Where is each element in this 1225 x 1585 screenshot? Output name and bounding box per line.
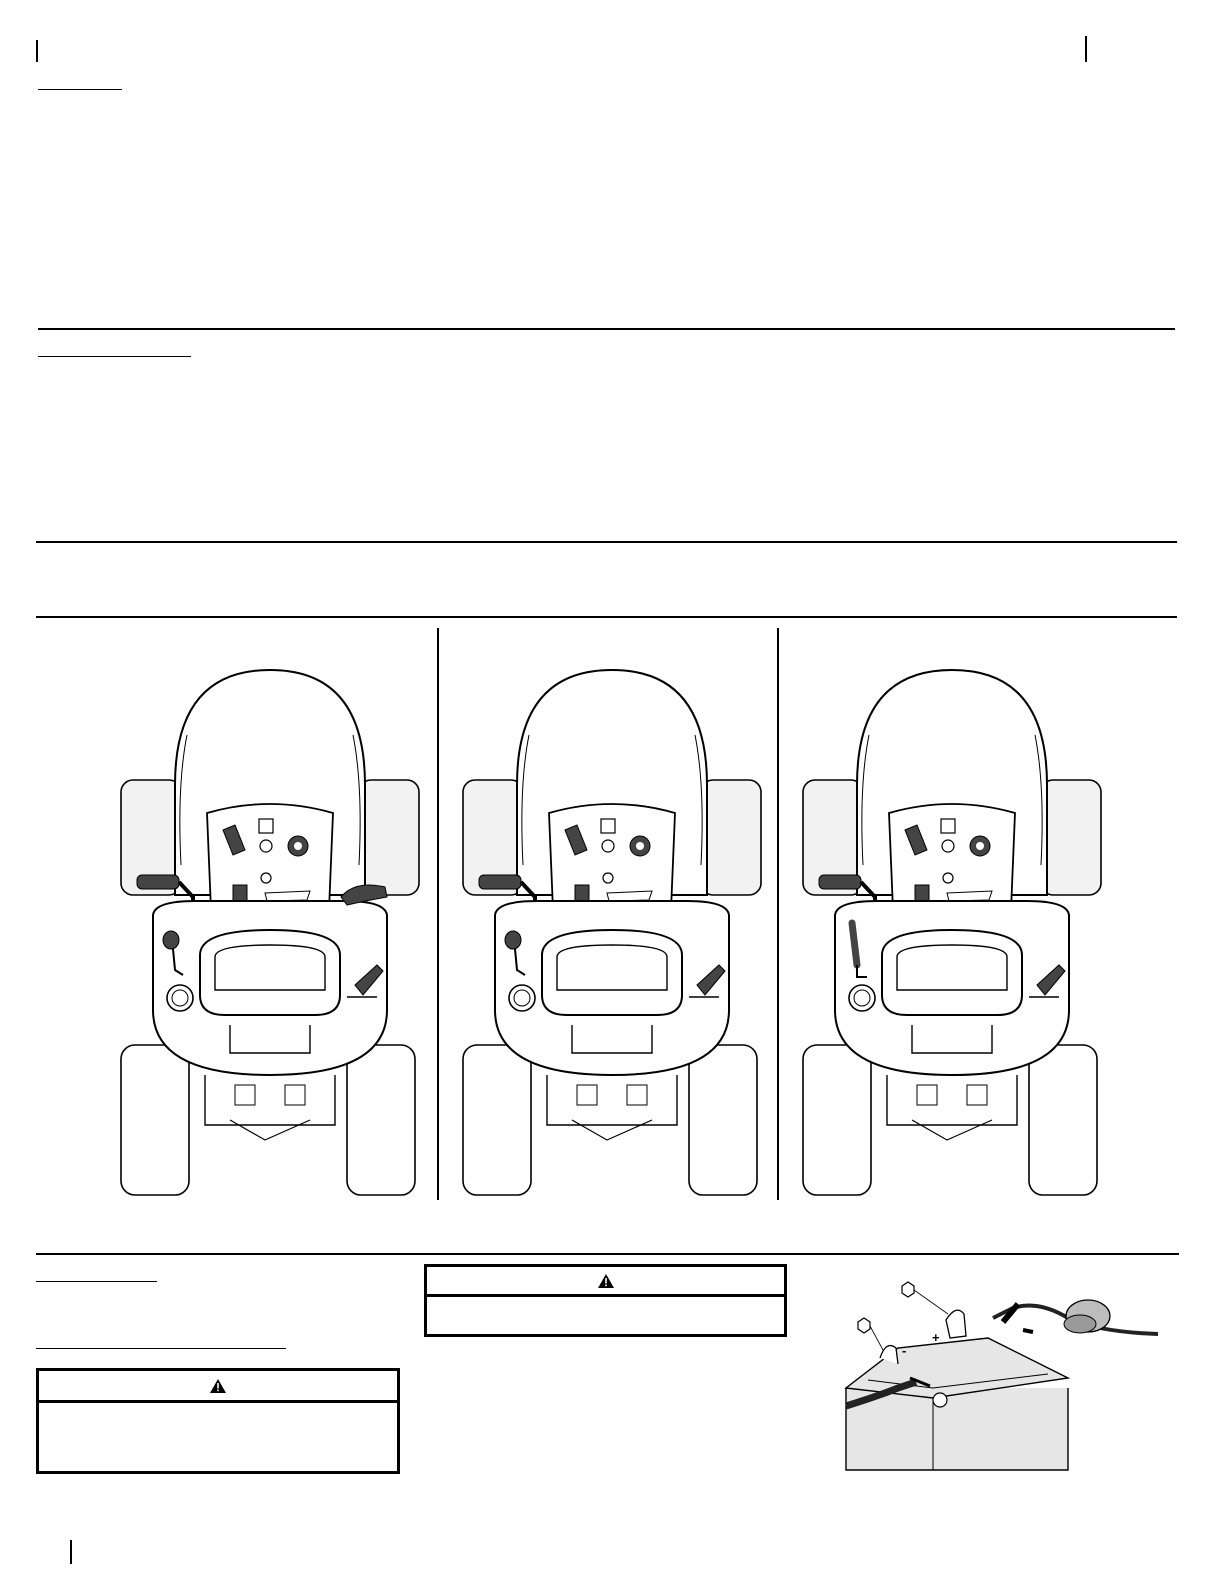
section-divider — [36, 616, 1177, 618]
positive-terminal-label: + — [932, 1330, 940, 1345]
tractor-illustration — [115, 665, 425, 1200]
tractor-illustration — [797, 665, 1107, 1200]
battery-illustration — [838, 1278, 1160, 1473]
warning-box — [424, 1264, 787, 1337]
tractor-illustration — [457, 665, 767, 1200]
section-divider — [36, 1253, 1179, 1255]
crop-mark-top-left — [36, 40, 38, 62]
figure-divider — [437, 628, 439, 1200]
warning-triangle-icon — [598, 1274, 614, 1288]
negative-terminal-label: - — [902, 1343, 907, 1358]
section-heading-underline — [38, 89, 122, 90]
warning-triangle-icon — [210, 1379, 226, 1393]
crop-mark-top-right — [1085, 36, 1087, 62]
figure-divider — [777, 628, 779, 1200]
section-heading-underline — [36, 1281, 157, 1282]
warning-header — [39, 1371, 397, 1403]
section-heading-underline — [38, 356, 191, 357]
warning-box — [36, 1368, 400, 1474]
crop-mark-bottom-left — [70, 1540, 72, 1564]
section-divider — [38, 328, 1175, 330]
subsection-heading-underline — [36, 1348, 286, 1349]
warning-header — [427, 1267, 784, 1297]
section-divider — [36, 541, 1177, 543]
